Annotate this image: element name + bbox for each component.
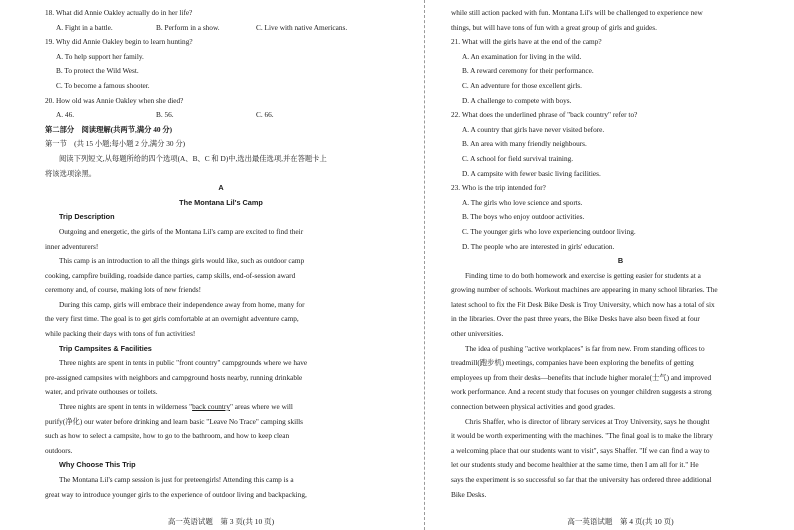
passage-title: The Montana Lil's Camp	[179, 197, 263, 207]
text-span: " areas where we will	[229, 402, 293, 412]
passage-line: while still action packed with fun. Montana Lil's will be challenged to experience new	[451, 8, 703, 17]
passage-line: water, and private outhouses or toilets.	[45, 387, 158, 397]
underlined-phrase: back country	[192, 402, 230, 412]
instruction-text: 将该选项涂黑。	[45, 168, 97, 178]
passage-line: Bike Desks.	[451, 489, 487, 499]
option-text: B. Perform in a show.	[156, 22, 220, 32]
option-text: D. The people who are interested in girls' education.	[462, 241, 615, 251]
question-18: 18. What did Annie Oakley actually do in her life?	[45, 8, 193, 17]
text-span: Three nights are spent in tents in wilderness "	[59, 402, 193, 412]
passage-line: cooking, campfire building, roadside dance parties, camp skills, end-of-session award	[45, 270, 296, 280]
q18-options	[45, 21, 397, 36]
passage-line: Chris Shaffer, who is director of library services at Troy University, says he thought	[465, 416, 710, 426]
option-text: B. The boys who enjoy outdoor activities.	[462, 212, 585, 222]
option-text: B. An area with many friendly neighbours.	[462, 139, 587, 149]
passage-line: purify(净化) our water before drinking and learn basic "Leave No Trace" camping skills	[45, 416, 304, 426]
option-text: A. A country that girls have never visited before.	[462, 124, 605, 134]
option-text: A. Fight in a battle.	[56, 22, 113, 32]
passage-line: Finding time to do both homework and exercise is getting easier for students at a	[465, 270, 701, 280]
subheading: Why Choose This Trip	[59, 460, 136, 470]
option-text: C. The younger girls who love experiencing outdoor living.	[462, 226, 636, 236]
passage-line: while packing their days with tons of fun activities!	[45, 329, 196, 339]
option-text: A. The girls who love science and sports.	[462, 197, 583, 207]
option-text: B. 56.	[156, 110, 174, 120]
passage-line: This camp is an introduction to all the things girls would like, such as outdoor camp	[59, 256, 305, 266]
passage-line: let our students study and become healthier at the same time, then I am all for it." He	[451, 460, 699, 470]
option-text: C. A school for field survival training.	[462, 153, 574, 163]
question-21: 21. What will the girls have at the end of the camp?	[451, 37, 602, 47]
passage-line: in the libraries. Over the past three years, the Bike Desks have also been fixed at four	[451, 314, 700, 324]
passage-line: connection between physical activities and good grades.	[451, 402, 615, 412]
passage-line: The idea of pushing "active workplaces" is far from new. From standing offices to	[465, 343, 705, 353]
passage-line: inner adventurers!	[45, 241, 99, 251]
option-text: B. To protect the Wild West.	[56, 66, 139, 76]
question-22: 22. What does the underlined phrase of "back country" refer to?	[451, 110, 638, 120]
option-text: D. A challenge to compete with boys.	[462, 95, 572, 105]
option-text: A. An examination for living in the wild.	[462, 51, 582, 61]
question-20: 20. How old was Annie Oakley when she died?	[45, 95, 184, 105]
right-page	[451, 6, 790, 530]
left-page	[45, 6, 397, 530]
passage-line: other universities.	[451, 329, 504, 339]
passage-line: ceremony and, of course, making lots of new friends!	[45, 285, 202, 295]
passage-line: a welcoming place that our students want to visit", says Shaffer. "If we can find a way to	[451, 445, 710, 455]
passage-letter: B	[617, 256, 624, 266]
passage-line	[45, 400, 397, 415]
passage-line: latest school to fix the Fit Desk Bike Desk is Troy University, which now has a total of six	[451, 299, 715, 309]
passage-line: such as how to select a campsite, how to go to the bathroom, and how to keep clean	[45, 431, 290, 441]
question-19: 19. Why did Annie Oakley begin to learn hunting?	[45, 37, 193, 47]
passage-line: pre-assigned campsites with neighbors and campground hosts nearby, running drinkable	[45, 372, 303, 382]
passage-letter: A	[218, 183, 224, 193]
passage-line: things, but will have tons of fun with a great group of girls and guides.	[451, 22, 657, 32]
passage-line: says the experiment is so successful so far that the university has ordered three additional	[451, 475, 712, 484]
option-text: A. 46.	[56, 110, 75, 120]
option-text: D. A campsite with fewer basic living facilities.	[462, 168, 601, 178]
option-text: C. To become a famous shooter.	[56, 80, 150, 90]
passage-line: Three nights are spent in tents in public "front country" campgrounds where we have	[59, 358, 308, 368]
option-text: C. 66.	[256, 110, 274, 120]
subheading: Trip Description	[59, 212, 115, 222]
option-text: C. An adventure for those excellent girls.	[462, 80, 582, 90]
subheading: Trip Campsites & Facilities	[59, 343, 152, 353]
passage-line: employees up from their desks—benefits that include higher morale(士气) and improved	[451, 372, 712, 382]
section-one-heading: 第一节 (共 15 小题;每小题 2 分,满分 30 分)	[45, 139, 186, 149]
page-footer: 高一英语试题 第 4 页(共 10 页)	[567, 517, 674, 526]
passage-line: During this camp, girls will embrace their independence away from home, many for	[59, 299, 305, 309]
passage-line: The Montana Lil's camp session is just for preteengirls! Attending this camp is a	[59, 475, 294, 484]
passage-line: the very first time. The goal is to get girls comfortable at an overnight adventure camp,	[45, 314, 299, 324]
passage-line: great way to introduce younger girls to the experience of outdoor living and backpacking,	[45, 489, 307, 499]
passage-line: work performance. And a recent study that focuses on younger children suggests a strong	[451, 387, 712, 397]
passage-line: Outgoing and energetic, the girls of the Montana Lil's camp are excited to find their	[59, 226, 304, 236]
passage-line: growing number of schools. Workout machines are appearing in many school libraries. The	[451, 285, 718, 295]
page-divider	[424, 0, 425, 530]
passage-line: treadmill(跑步机) meetings, companies have been exploring the benefits of getting	[451, 358, 694, 368]
option-text: C. Live with native Americans.	[256, 22, 348, 32]
page-footer: 高一英语试题 第 3 页(共 10 页)	[167, 517, 275, 526]
part-two-heading: 第二部分 阅读理解(共两节,满分 40 分)	[45, 124, 173, 134]
passage-line: outdoors.	[45, 445, 73, 455]
option-text: B. A reward ceremony for their performance.	[462, 66, 594, 76]
question-23: 23. Who is the trip intended for?	[451, 183, 546, 193]
option-text: A. To help support her family.	[56, 51, 144, 61]
q20-options	[45, 108, 397, 123]
passage-line: it would be worth experimenting with the machines. "The final goal is to make the library	[451, 431, 713, 441]
instruction-text: 阅读下列短文,从每题所给的四个选项(A、B、C 和 D)中,选出最佳选项,并在答题卡上	[59, 153, 327, 163]
